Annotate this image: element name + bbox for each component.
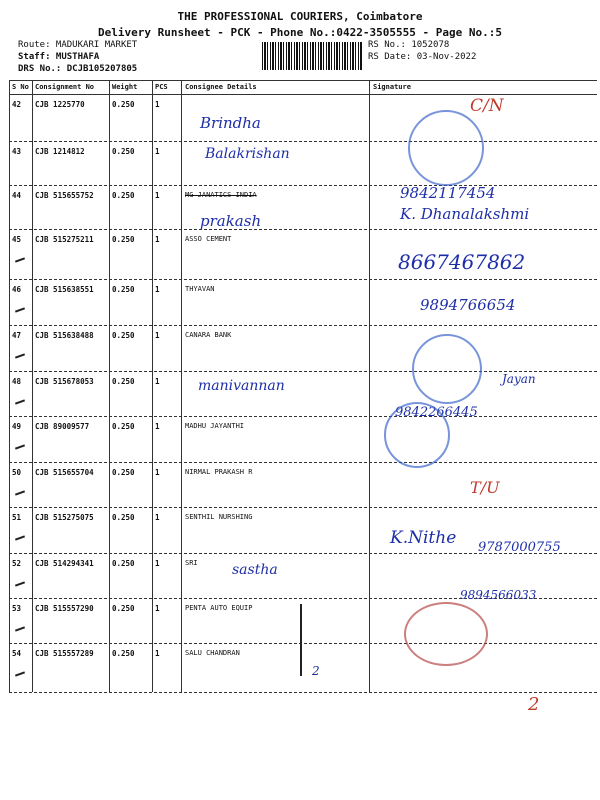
row-tick-mark <box>15 257 25 262</box>
header-sno: S No <box>12 83 29 91</box>
row-pcs: 1 <box>155 285 160 294</box>
row-sno: 51 <box>12 513 22 522</box>
row-weight: 0.250 <box>112 285 135 294</box>
drs-number: DRS No.: DCJB105207805 <box>18 64 138 74</box>
row-divider <box>9 692 597 693</box>
handwritten-name-r42: Brindha <box>200 114 261 132</box>
row-weight: 0.250 <box>112 191 135 200</box>
row-consignment-no: CJB 515557289 <box>35 649 94 658</box>
row-divider <box>9 643 597 644</box>
row-pcs: 1 <box>155 604 160 613</box>
row-divider <box>9 416 597 417</box>
row-pcs: 1 <box>155 468 160 477</box>
row-consignment-no: CJB 515275075 <box>35 513 94 522</box>
row-divider <box>9 185 597 186</box>
company-name: THE PROFESSIONAL COURIERS, Coimbatore <box>177 10 423 23</box>
row-tick-mark <box>15 671 25 676</box>
handwritten-mark-r42: C/N <box>470 96 504 116</box>
row-weight: 0.250 <box>112 100 135 109</box>
handwritten-phone-r45: 8667467862 <box>398 250 526 274</box>
row-tick-mark <box>15 535 25 540</box>
handwritten-phone-r49: 9842266445 <box>395 405 478 420</box>
handwritten-mark-r54: 2 <box>312 664 320 678</box>
handwritten-name-r43: Balakrishan <box>205 146 290 162</box>
handwritten-mark-r50: T/U <box>470 478 500 497</box>
row-consignee: SRI <box>185 559 198 567</box>
handwritten-phone-r51: 9787000755 <box>478 540 561 555</box>
row-sno: 48 <box>12 377 22 386</box>
row-consignee: PENTA AUTO EQUIP <box>185 604 253 612</box>
header-pcs: PCS <box>155 83 168 91</box>
row-pcs: 1 <box>155 422 160 431</box>
jayanthi-stamp-r49 <box>384 402 450 468</box>
row-consignment-no: CJB 515655704 <box>35 468 94 477</box>
row-consignee: MADHU JAYANTHI <box>185 422 245 430</box>
row-pcs: 1 <box>155 559 160 568</box>
row-consignee: MG JANATICS INDIA <box>185 191 257 199</box>
row-tick-mark <box>15 444 25 449</box>
row-sno: 47 <box>12 331 22 340</box>
row-sno: 45 <box>12 235 22 244</box>
handwritten-name-r52: sastha <box>232 562 278 578</box>
handwritten-phone-r44: 9842117454 <box>400 184 496 202</box>
row-weight: 0.250 <box>112 513 135 522</box>
staff-label: Staff: MUSTHAFA <box>18 52 100 62</box>
row-weight: 0.250 <box>112 422 135 431</box>
row-divider <box>9 141 597 142</box>
row-consignment-no: CJB 515638551 <box>35 285 94 294</box>
rs-date: RS Date: 03-Nov-2022 <box>368 52 477 62</box>
row-consignment-no: CJB 1225770 <box>35 100 85 109</box>
bank-stamp-r47 <box>412 334 482 404</box>
header-weight: Weight <box>112 83 138 91</box>
row-sno: 52 <box>12 559 22 568</box>
row-consignment-no: CJB 515275211 <box>35 235 94 244</box>
handwritten-sig-r48: Jayan <box>502 372 536 386</box>
row-tick-mark <box>15 490 25 495</box>
barcode-image <box>262 42 362 70</box>
row-pcs: 1 <box>155 100 160 109</box>
row-sno: 50 <box>12 468 22 477</box>
row-pcs: 1 <box>155 235 160 244</box>
row-divider <box>9 279 597 280</box>
runsheet-subtitle: Delivery Runsheet - PCK - Phone No.:0422-3505555 - Page No.:5 <box>98 26 502 39</box>
row-sno: 54 <box>12 649 22 658</box>
row-pcs: 1 <box>155 191 160 200</box>
row-consignment-no: CJB 514294341 <box>35 559 94 568</box>
row-consignment-no: CJB 1214812 <box>35 147 85 156</box>
rs-number: RS No.: 1052078 <box>368 40 450 50</box>
row-tick-mark <box>15 307 25 312</box>
handwritten-phone-r46: 9894766654 <box>420 296 516 314</box>
header-signature: Signature <box>373 83 411 91</box>
row-weight: 0.250 <box>112 559 135 568</box>
row-tick-mark <box>15 581 25 586</box>
handwritten-name-r44: prakash <box>200 212 262 230</box>
row-sno: 53 <box>12 604 22 613</box>
row-tick-mark <box>15 399 25 404</box>
handwritten-name-r48: manivannan <box>198 378 285 394</box>
row-pcs: 1 <box>155 377 160 386</box>
row-pcs: 1 <box>155 147 160 156</box>
row-pcs: 1 <box>155 331 160 340</box>
row-divider <box>9 229 597 230</box>
row-divider <box>9 462 597 463</box>
row-weight: 0.250 <box>112 331 135 340</box>
row-tick-mark <box>15 353 25 358</box>
header-consignment: Consignment No <box>35 83 95 91</box>
row-consignee: SENTHIL NURSHING <box>185 513 253 521</box>
row-consignee: CANARA BANK <box>185 331 232 339</box>
row-sno: 46 <box>12 285 22 294</box>
row-sno: 43 <box>12 147 22 156</box>
row-sno: 42 <box>12 100 22 109</box>
handwritten-sig-r51: K.Nithe <box>390 528 457 548</box>
row-consignee: SALU CHANDRAN <box>185 649 240 657</box>
row-weight: 0.250 <box>112 468 135 477</box>
row-divider <box>9 507 597 508</box>
row-consignment-no: CJB 515678053 <box>35 377 94 386</box>
row-consignment-no: CJB 515655752 <box>35 191 94 200</box>
row-consignment-no: CJB 515638488 <box>35 331 94 340</box>
penta-stamp-r53 <box>404 602 488 666</box>
row-consignee: NIRMAL PRAKASH R <box>185 468 253 476</box>
row-divider <box>9 325 597 326</box>
handwritten-phone-r52: 9894566033 <box>460 588 537 602</box>
handwritten-sig-r44: K. Dhanalakshmi <box>400 205 530 223</box>
row-pcs: 1 <box>155 513 160 522</box>
row-consignment-no: CJB 89009577 <box>35 422 90 431</box>
company-stamp-r42 <box>408 110 484 186</box>
row-weight: 0.250 <box>112 235 135 244</box>
row-consignment-no: CJB 515557290 <box>35 604 94 613</box>
row-weight: 0.250 <box>112 649 135 658</box>
route-label: Route: MADUKARI MARKET <box>18 40 138 50</box>
row-consignee: ASSO CEMENT <box>185 235 232 243</box>
row-sno: 44 <box>12 191 22 200</box>
handwritten-page-mark: 2 <box>528 694 540 715</box>
row-weight: 0.250 <box>112 604 135 613</box>
row-sno: 49 <box>12 422 22 431</box>
row-consignee: THYAVAN <box>185 285 215 293</box>
row-weight: 0.250 <box>112 147 135 156</box>
header-consignee: Consignee Details <box>185 83 257 91</box>
bracket-line <box>300 604 302 676</box>
row-weight: 0.250 <box>112 377 135 386</box>
row-tick-mark <box>15 626 25 631</box>
row-pcs: 1 <box>155 649 160 658</box>
